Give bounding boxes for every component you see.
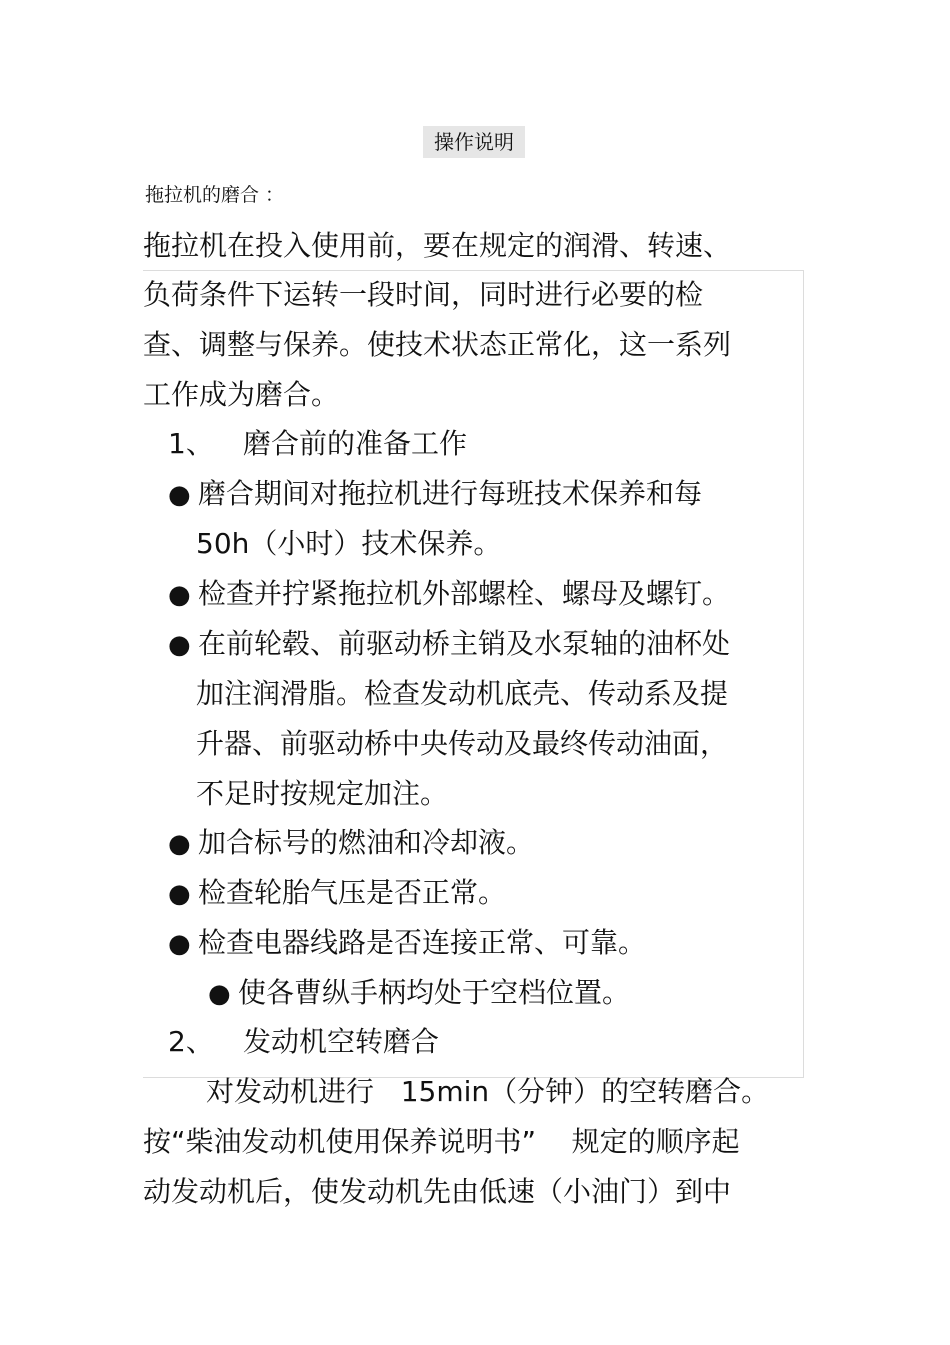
list-item-continuation: 加注润滑脂。检查发动机底壳、传动系及提 (196, 677, 729, 710)
bullet-icon: ● (168, 580, 191, 610)
body-line-3: 动发动机后，使发动机先由低速（小油门）到中 (143, 1175, 732, 1208)
list-item (208, 973, 630, 1014)
list-item (168, 624, 730, 665)
section-number: 1、 (168, 427, 214, 460)
section-number: 2、 (168, 1025, 214, 1058)
list-item-text: 磨合期间对拖拉机进行每班技术保养和每 (198, 477, 703, 510)
list-item (168, 923, 646, 964)
section-2-heading (168, 1022, 439, 1062)
list-item-continuation: 不足时按规定加注。 (196, 777, 449, 810)
list-item-text: 使各曹纵手柄均处于空档位置。 (238, 976, 631, 1009)
list-item-text: 检查并拧紧拖拉机外部螺栓、螺母及螺钉。 (198, 577, 731, 610)
body-line-2: 按“柴油发动机使用保养说明书” 规定的顺序起 (143, 1125, 740, 1158)
bullet-icon: ● (168, 929, 191, 959)
list-item-text: 检查轮胎气压是否正常。 (198, 876, 507, 909)
list-item (168, 823, 534, 864)
page-title: 操作说明 (423, 126, 525, 158)
list-item (168, 474, 702, 515)
list-item-continuation: 50h（小时）技术保养。 (196, 527, 502, 560)
intro-line-2: 负荷条件下运转一段时间，同时进行必要的检 (143, 278, 704, 311)
intro-line-4: 工作成为磨合。 (143, 378, 340, 411)
list-item (168, 873, 506, 914)
section-title: 发动机空转磨合 (243, 1025, 440, 1058)
section-title: 磨合前的准备工作 (243, 427, 468, 460)
bullet-icon: ● (168, 480, 191, 510)
subtitle: 拖拉机的磨合 ： (145, 184, 285, 206)
list-item-text: 在前轮毂、前驱动桥主销及水泵轴的油杯处 (198, 627, 731, 660)
intro-line-3: 查、调整与保养。使技术状态正常化，这一系列 (143, 328, 732, 361)
section-1-heading (168, 424, 467, 464)
list-item-text: 加合标号的燃油和冷却液。 (198, 826, 535, 859)
intro-line-1: 拖拉机在投入使用前，要在规定的润滑、转速、 (143, 229, 732, 262)
bullet-icon: ● (168, 879, 191, 909)
bullet-icon: ● (208, 979, 231, 1009)
list-item-text: 检查电器线路是否连接正常、可靠。 (198, 926, 647, 959)
bullet-icon: ● (168, 630, 191, 660)
body-line-1: 对发动机进行 15min（分钟）的空转磨合。 (206, 1075, 770, 1108)
list-item-continuation: 升器、前驱动桥中央传动及最终传动油面， (196, 727, 729, 760)
list-item (168, 574, 730, 615)
bullet-icon: ● (168, 829, 191, 859)
